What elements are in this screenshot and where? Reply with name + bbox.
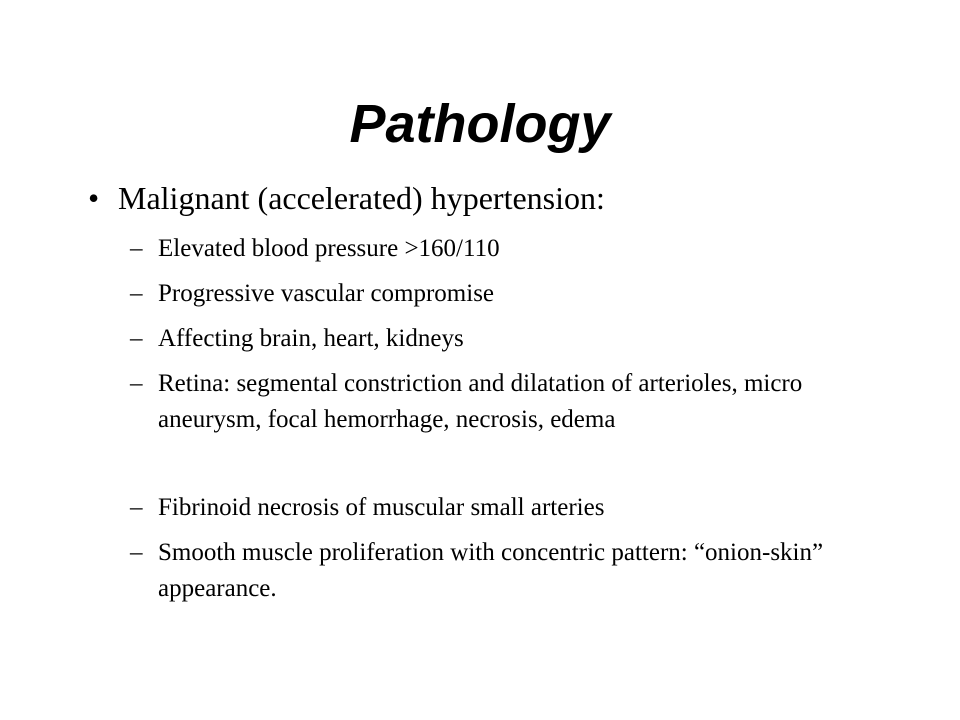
dash-marker: – [130,494,143,521]
slide-title: Pathology [349,94,611,154]
sub-bullet-text: Retina: segmental constriction and dilatation of arterioles, micro aneurysm, focal hemorrhage, necrosis, edema [158,370,803,433]
dash-marker: – [130,325,143,352]
sub-bullet-text: Fibrinoid necrosis of muscular small arteries [158,494,605,521]
main-bullet-text: Malignant (accelerated) hypertension: [118,180,605,216]
sub-bullet-text: Affecting brain, heart, kidneys [158,325,464,352]
bullet-marker: • [88,180,100,216]
dash-marker: – [130,280,143,307]
sub-bullet-text: Progressive vascular compromise [158,280,495,307]
dash-marker: – [130,370,143,397]
dash-marker: – [130,539,143,566]
sub-bullet-text: Smooth muscle proliferation with concentric pattern: “onion-skin” appearance. [158,539,824,602]
dash-marker: – [130,235,143,262]
sub-bullet-text: Elevated blood pressure >160/110 [158,235,500,262]
